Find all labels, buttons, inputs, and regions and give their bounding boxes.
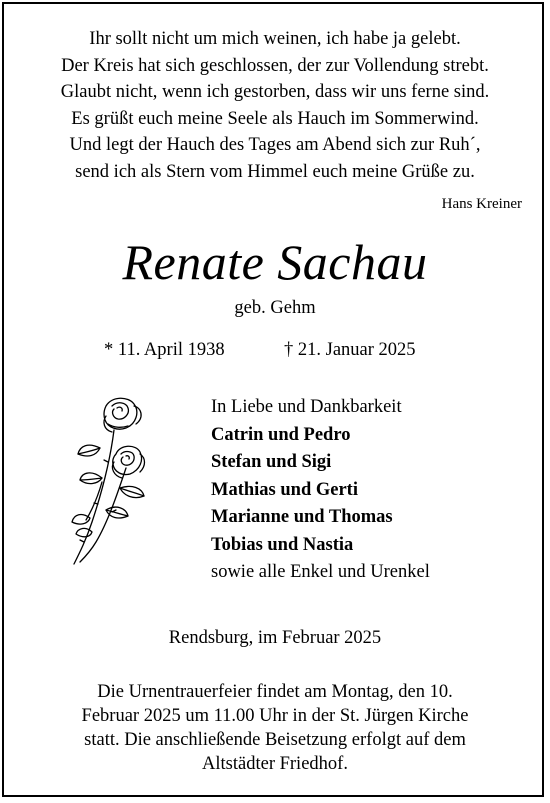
poem-line: Der Kreis hat sich geschlossen, der zur Vollendung strebt. bbox=[61, 55, 489, 76]
notice-line: Altstädter Friedhof. bbox=[202, 754, 348, 774]
place-date: Rendsburg, im Februar 2025 bbox=[168, 628, 382, 648]
upper-rose-bloom bbox=[104, 398, 141, 432]
poem-line: Und legt der Hauch des Tages am Abend sich zur Ruh´, bbox=[69, 135, 481, 155]
mourner-name: Tobias und Nastia bbox=[211, 534, 354, 555]
death-date: † 21. Januar 2025 bbox=[284, 340, 416, 360]
birth-date: * 11. April 1938 bbox=[104, 340, 225, 360]
deceased-name: Renate Sachau bbox=[122, 234, 428, 290]
notice-line: statt. Die anschließende Beisetzung erfolgt auf dem bbox=[84, 730, 466, 750]
mourners-intro: In Liebe und Dankbarkeit bbox=[211, 397, 402, 417]
maiden-name: geb. Gehm bbox=[234, 298, 316, 318]
notice-line: Die Urnentrauerfeier findet am Montag, den 10. bbox=[97, 682, 453, 702]
poem-line: send ich als Stern vom Himmel euch meine Grüße zu. bbox=[75, 161, 475, 182]
mourner-name: Mathias und Gerti bbox=[211, 479, 358, 500]
poem-author: Hans Kreiner bbox=[441, 196, 522, 212]
lower-rose-bloom bbox=[112, 446, 144, 478]
poem bbox=[0, 26, 550, 185]
mourner-name: Catrin und Pedro bbox=[211, 424, 351, 445]
poem-line: Glaubt nicht, wenn ich gestorben, dass wir uns ferne sind. bbox=[60, 82, 490, 102]
rose-icon bbox=[62, 392, 162, 572]
notice-line: Februar 2025 um 11.00 Uhr in der St. Jürgen Kirche bbox=[81, 706, 469, 726]
poem-line: Es grüßt euch meine Seele als Hauch im Sommerwind. bbox=[71, 108, 479, 129]
mourner-name: Marianne und Thomas bbox=[211, 507, 393, 527]
mourner-name: Stefan und Sigi bbox=[211, 452, 332, 472]
poem-line: Ihr sollt nicht um mich weinen, ich habe ja gelebt. bbox=[89, 29, 461, 49]
funeral-notice bbox=[0, 680, 550, 776]
mourners-list bbox=[211, 394, 430, 587]
mourners-closing: sowie alle Enkel und Urenkel bbox=[211, 562, 430, 582]
